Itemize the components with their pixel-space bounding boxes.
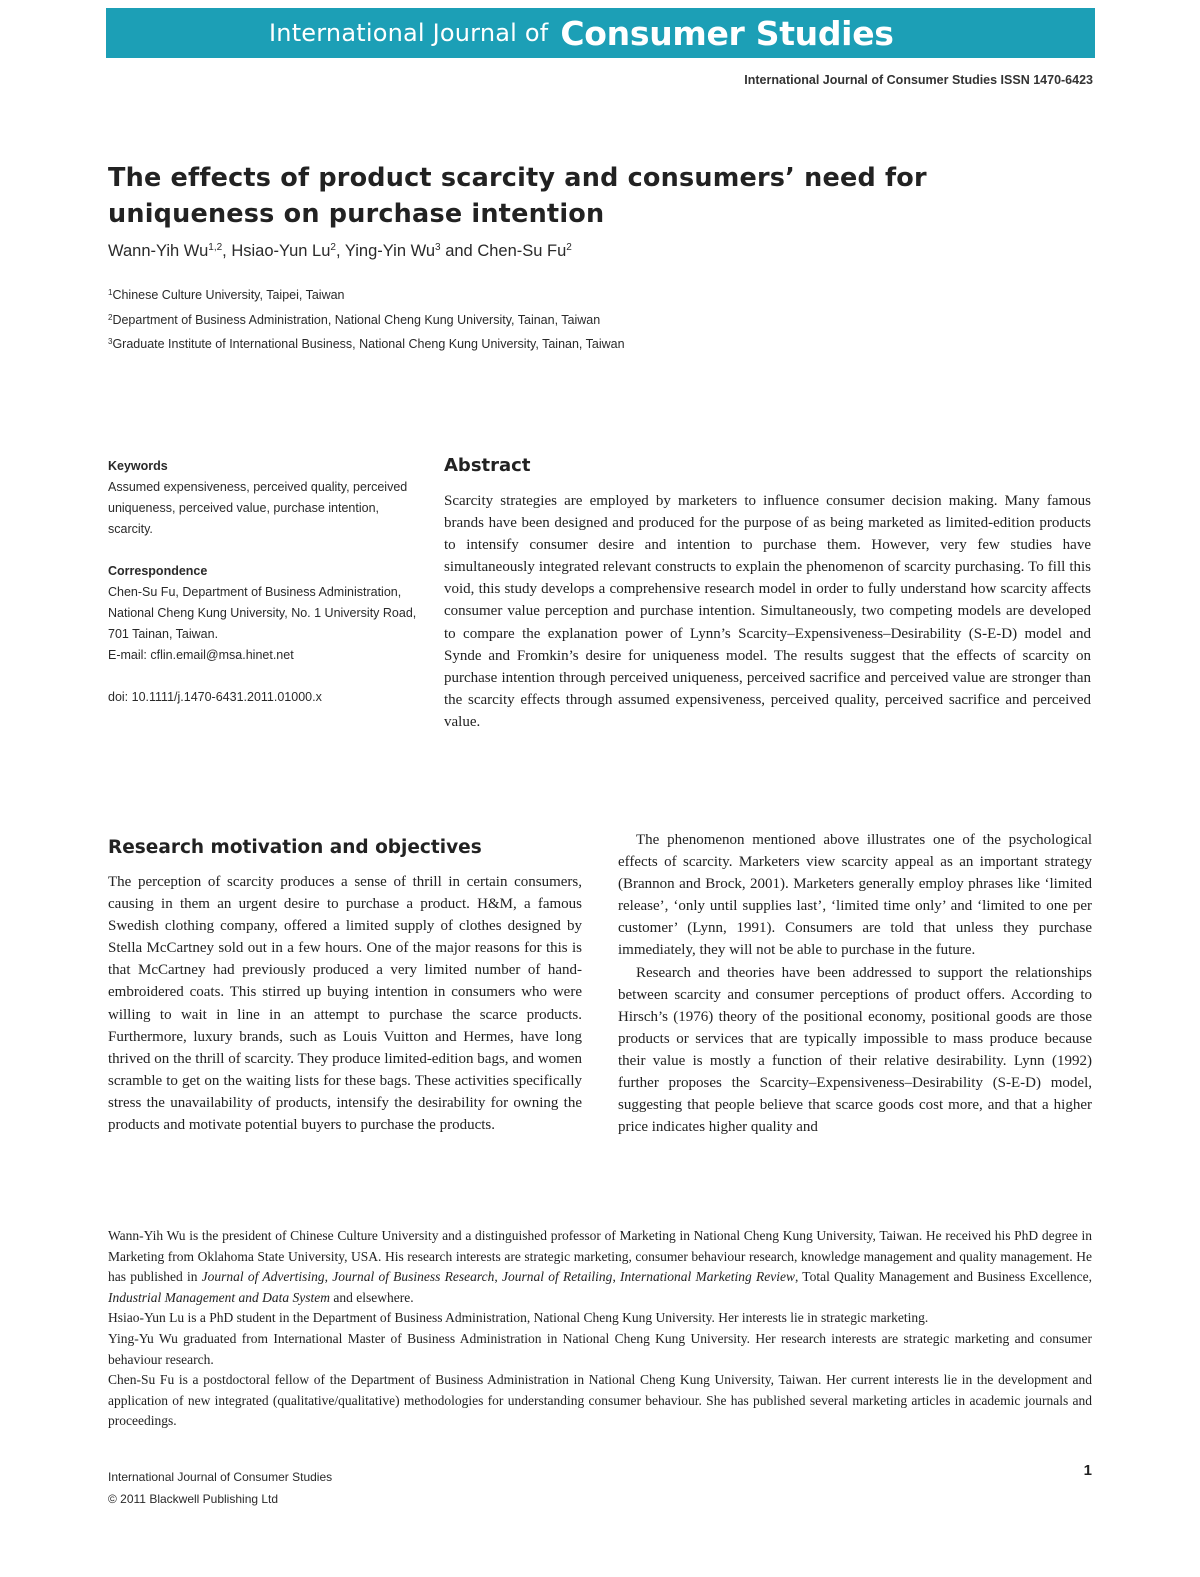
- author-name: Chen-Su Fu: [477, 242, 567, 260]
- keywords-block: [108, 456, 418, 540]
- section-heading: Research motivation and objectives: [108, 837, 482, 858]
- bio-text: ,: [494, 1269, 502, 1285]
- email-text: E-mail: cflin.email@msa.hinet.net: [108, 648, 294, 662]
- banner-prefix: International Journal of: [269, 19, 549, 47]
- correspondence-block: [108, 561, 418, 666]
- issn-line: International Journal of Consumer Studies ISSN 1470-6423: [744, 73, 1093, 87]
- bio-text: and elsewhere.: [329, 1289, 414, 1305]
- affiliation: [108, 282, 908, 307]
- affiliation-list: [108, 282, 908, 356]
- page-number: 1: [1083, 1462, 1092, 1479]
- banner-journal-name: Consumer Studies: [560, 13, 894, 53]
- author-name: Wann-Yih Wu: [108, 242, 209, 260]
- body-paragraph: Research and theories have been addressed to support the relationships between scarcity and consumer perceptions of product offers. According to Hirsch’s (1976) theory of the positional economy, positional goods are those products or services that are typically impossible to mass produce because their value is mostly a function of their relative desirability. Lynn (1992) further proposes the Scarcity–Expensiveness–Desirability (S-E-D) model, suggesting that people believe that scarce goods cost more, and that a higher price indicates higher quality and: [618, 964, 1092, 1136]
- author-bio: Hsiao-Yun Lu is a PhD student in the Department of Business Administration, National Cheng Kung University. Her interests lie in strategic marketing.: [108, 1310, 929, 1326]
- author-bios: [108, 1226, 1092, 1432]
- author-bio: Chen-Su Fu is a postdoctoral fellow of the Department of Business Administration in National Cheng Kung University, Taiwan. Her current interests lie in the development and application of new integrated (qualitative/qualitative) methodologies for understanding consumer behaviour. She has published several marketing articles in academic journals and proceedings.: [108, 1372, 1092, 1429]
- body-paragraph: The phenomenon mentioned above illustrates one of the psychological effects of scarcity. Marketers view scarcity appeal as an important strategy (Brannon and Brock, 2001). Marketers generally employ phrases like ‘limited release’, ‘only until supplies last’, ‘limited time only’ and ‘limited to one per customer’ (Lynn, 1991). Consumers are told that unless they purchase immediately, they will not be able to purchase in the future.: [618, 832, 1092, 959]
- bio-text: Wann-Yih Wu is the president of Chinese Culture University and a distinguished professor of Marketing in National Cheng Kung University, Taiwan. He received his PhD degree in Marketing from Oklahoma State University, USA. His research interests are strategic marketing, consumer behaviour research, knowledge management and quality management. He has published in: [108, 1228, 1092, 1285]
- author-name: Ying-Yin Wu: [344, 242, 436, 260]
- author-separator: ,: [335, 242, 345, 260]
- author-list: [108, 242, 572, 261]
- journal-banner: [106, 8, 1095, 58]
- footer-journal: International Journal of Consumer Studies: [108, 1470, 333, 1484]
- footer-copyright: © 2011 Blackwell Publishing Ltd: [108, 1492, 279, 1506]
- author-name: Hsiao-Yun Lu: [231, 242, 331, 260]
- article-sidebar: [108, 456, 418, 708]
- bio-journal-name: Industrial Management and Data System: [108, 1289, 330, 1305]
- bio-journal-name: International Marketing Review: [620, 1269, 795, 1285]
- affiliation: [108, 307, 908, 332]
- author-affil-sup: 2: [330, 242, 336, 253]
- body-column-right: [618, 829, 1092, 1138]
- bio-journal-name: Journal of Retailing: [502, 1269, 613, 1285]
- author-separator: ,: [222, 242, 232, 260]
- author-affil-sup: 1,2: [208, 242, 223, 253]
- author-bio: Ying-Yu Wu graduated from International Master of Business Administration in National Cheng Kung University. Her research interests are strategic marketing and consumer behaviour research.: [108, 1330, 1092, 1367]
- abstract-text: Scarcity strategies are employed by marketers to influence consumer decision making. Many famous brands have been designed and produced for the purpose of as being marketed as limited-edition products to intensify consumer desire and intention to purchase them. However, very few studies have simultaneously integrated relevant constructs to explain the phenomenon of scarcity purchasing. To fill this void, this study develops a comprehensive research model in order to fully understand how scarcity affects consumer value perception and purchase intention. Simultaneously, two competing models are developed to compare the explanation power of Lynn’s Scarcity–Expensiveness–Desirability (S-E-D) model and Synde and Fromkin’s desire for uniqueness model. The results suggest that the effects of scarcity on purchase intention through perceived uniqueness, perceived sacrifice and perceived value are stronger than the scarcity effects through assumed expensiveness, perceived quality, perceived sacrifice and perceived value.: [444, 493, 1091, 730]
- affiliation-sup: 2: [108, 312, 113, 322]
- body-text-right: [618, 829, 1092, 1138]
- affiliation-text: Graduate Institute of International Business, National Cheng Kung University, Tainan, Taiwan: [112, 337, 625, 351]
- correspondence-label: Correspondence: [108, 564, 208, 578]
- article-title: The effects of product scarcity and consumers’ need for uniqueness on purchase intention: [108, 163, 927, 229]
- abstract-heading: Abstract: [444, 455, 531, 476]
- author-separator: and: [440, 242, 478, 260]
- author-affil-sup: 2: [566, 242, 572, 253]
- doi-text: doi: 10.1111/j.1470-6431.2011.01000.x: [108, 690, 322, 704]
- affiliation: [108, 331, 908, 356]
- bio-text: , Total Quality Management and Business Excellence,: [794, 1269, 1093, 1285]
- page-footer: [108, 1466, 332, 1510]
- bio-journal-name: Journal of Advertising: [201, 1269, 325, 1285]
- abstract-section: [444, 454, 1091, 733]
- affiliation-text: Department of Business Administration, National Cheng Kung University, Tainan, Taiwan: [112, 312, 601, 327]
- affiliation-sup: 1: [108, 288, 113, 297]
- body-text-left: [108, 871, 582, 1136]
- body-paragraph: The perception of scarcity produces a sense of thrill in certain consumers, causing in them an urgent desire to purchase a product. H&M, a famous Swedish clothing company, offered a limited supply of clothes designed by Stella McCartney sold out in a few hours. One of the major reasons for this is that McCartney had previously produced a very limited number of hand-embroidered coats. This stirred up buying intention in consumers who were willing to wait in line in an attempt to purchase the scarce products. Furthermore, luxury brands, such as Louis Vuitton and Hermes, have long thrived on the thrill of scarcity. They produce limited-edition bags, and women scramble to get on the waiting lists for these bags. These activities specifically stress the unavailability of products, intensify the desirability for owning the products and motivate potential buyers to purchase the products.: [108, 874, 582, 1134]
- affiliation-text: Chinese Culture University, Taipei, Taiwan: [112, 288, 345, 302]
- keywords-label: Keywords: [108, 459, 168, 473]
- correspondence-text: Chen-Su Fu, Department of Business Administration, National Cheng Kung University, No. 1 University Road, 701 Tainan, Taiwan.: [108, 585, 417, 641]
- author-bio: [108, 1226, 1092, 1308]
- author-affil-sup: 3: [435, 242, 441, 253]
- bio-journal-name: Journal of Business Research: [332, 1269, 495, 1285]
- body-column-left: [108, 833, 582, 1136]
- keywords-text: Assumed expensiveness, perceived quality, perceived uniqueness, perceived value, purchase intention, scarcity.: [108, 480, 408, 536]
- affiliation-sup: 3: [108, 337, 113, 346]
- bio-text: ,: [324, 1269, 333, 1285]
- bio-text: ,: [612, 1269, 621, 1285]
